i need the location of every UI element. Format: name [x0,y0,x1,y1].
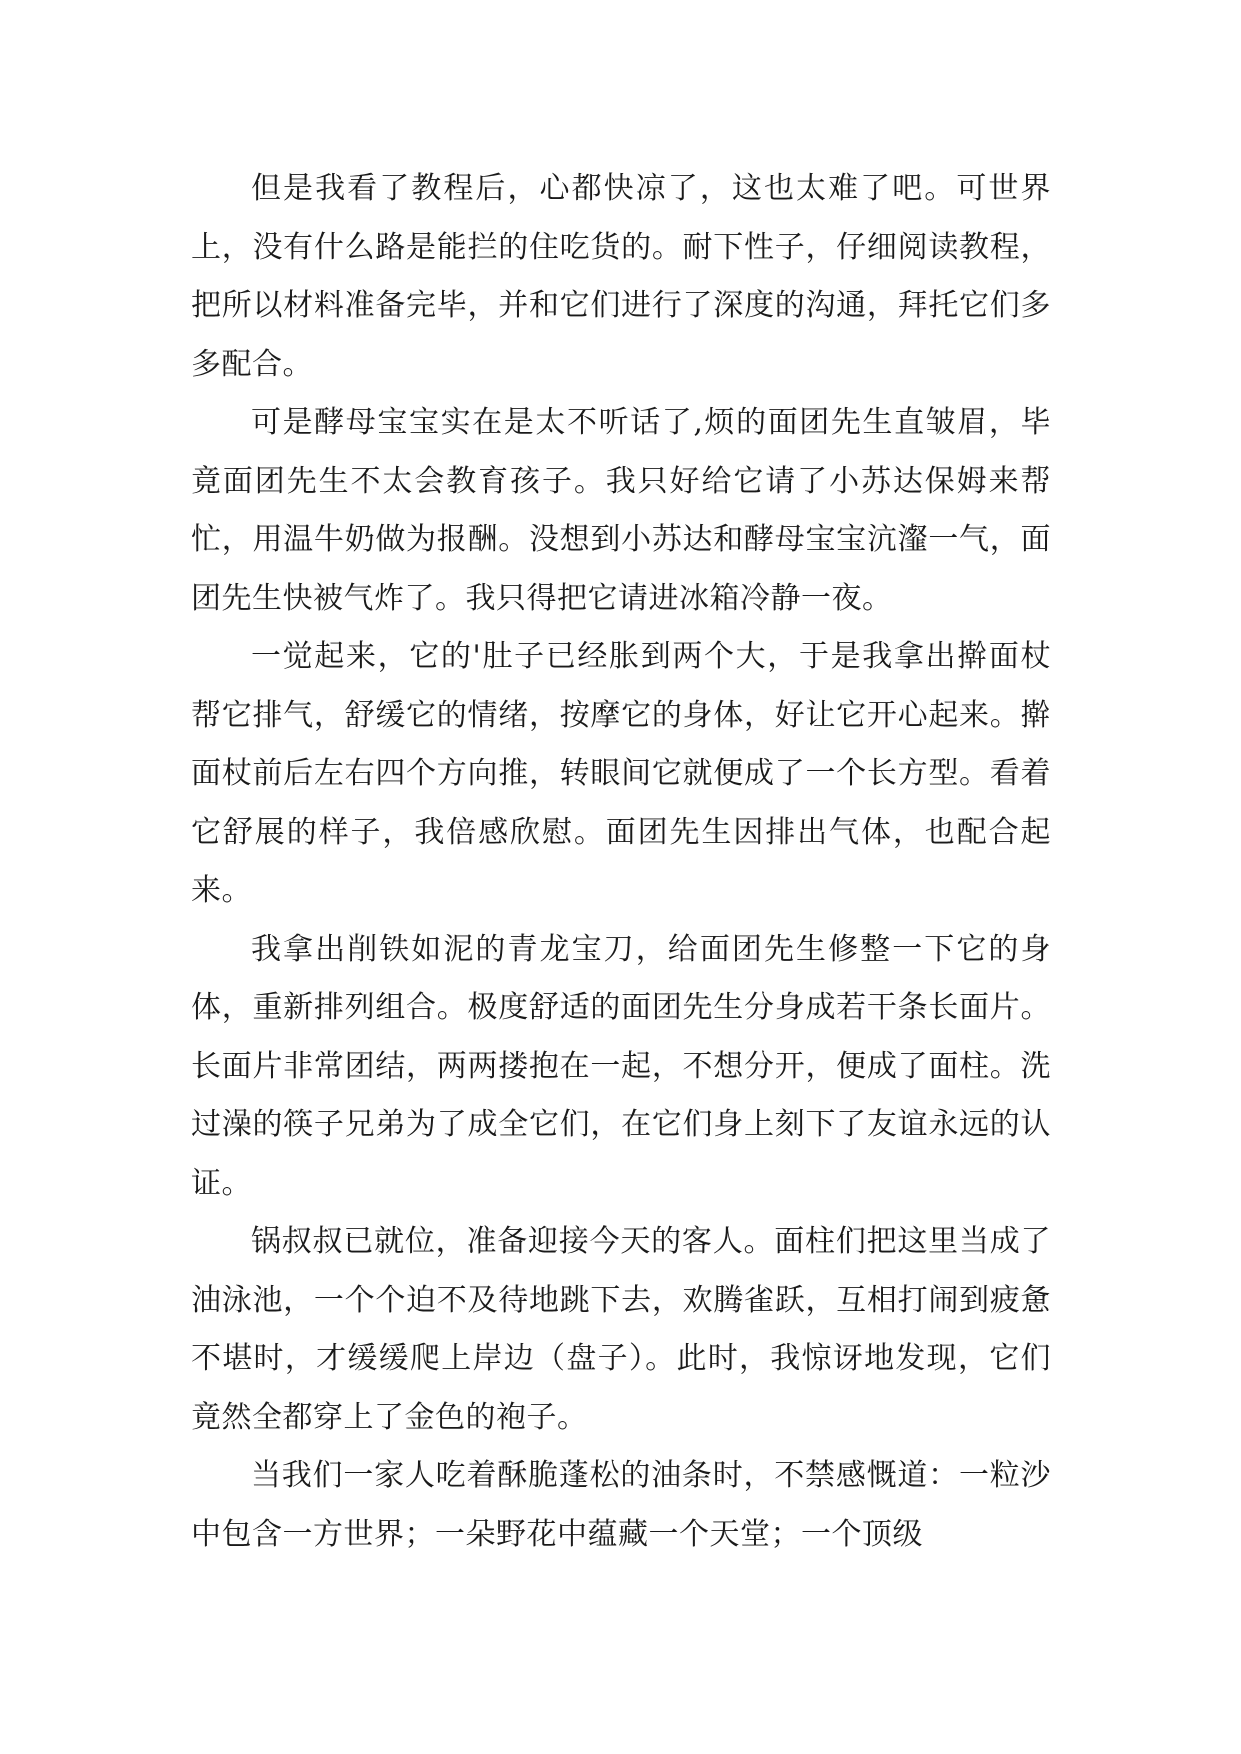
paragraph: 锅叔叔已就位，准备迎接今天的客人。面柱们把这里当成了油泳池，一个个迫不及待地跳下去，欢腾雀跃，互相打闹到疲惫不堪时，才缓缓爬上岸边（盘子）。此时，我惊讶地发现，它们竟然全都穿上了金色的袍子。 [191,1224,1051,1435]
paragraph: 当我们一家人吃着酥脆蓬松的油条时，不禁感慨道：一粒沙中包含一方世界；一朵野花中蕴藏一个天堂；一个顶级 [191,1458,1051,1552]
paragraph: 但是我看了教程后，心都快凉了，这也太难了吧。可世界上，没有什么路是能拦的住吃货的。耐下性子，仔细阅读教程，把所以材料准备完毕，并和它们进行了深度的沟通，拜托它们多多配合。 [191,171,1051,382]
paragraph: 一觉起来，它的'肚子已经胀到两个大，于是我拿出擀面杖帮它排气，舒缓它的情绪，按摩它的身体，好让它开心起来。擀面杖前后左右四个方向推，转眼间它就便成了一个长方型。看着它舒展的样子，我倍感欣慰。面团先生因排出气体，也配合起来。 [191,639,1051,908]
paragraph: 可是酵母宝宝实在是太不听话了,烦的面团先生直皱眉，毕竟面团先生不太会教育孩子。我只好给它请了小苏达保姆来帮忙，用温牛奶做为报酬。没想到小苏达和酵母宝宝沆瀣一气，面团先生快被气炸了。我只得把它请进冰箱冷静一夜。 [191,405,1051,616]
document-body [191,160,1051,1564]
paragraph: 我拿出削铁如泥的青龙宝刀，给面团先生修整一下它的身体，重新排列组合。极度舒适的面团先生分身成若干条长面片。长面片非常团结，两两搂抱在一起，不想分开，便成了面柱。洗过澡的筷子兄弟为了成全它们，在它们身上刻下了友谊永远的认证。 [191,931,1051,1201]
